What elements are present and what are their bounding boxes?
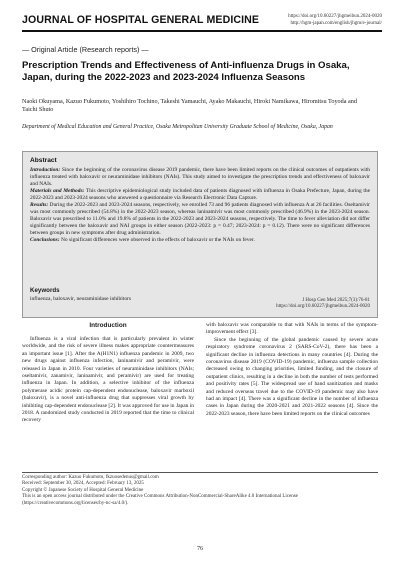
abstract-methods-text: This descriptive epidemiological study included data of patients diagnosed with influenza in Osaka Prefecture, Japan, during the 2022-2023 and 2023-2024 seasons who answered a questionnaire via Research Electronic Data Capture. bbox=[30, 188, 371, 201]
abstract-intro-text: Since the beginning of the coronavirus disease 2019 pandemic, there have been limited reports on the clinical outcomes of outpatients with influenza treated with baloxavir or neuraminidase inhibitors (NAIs). This study aimed to investigate the prescription trends and effectiveness of baloxavir and NAIs. bbox=[30, 167, 370, 187]
abstract-introduction bbox=[30, 167, 370, 188]
abstract-heading: Abstract bbox=[30, 157, 57, 164]
abstract-results-label: Results: bbox=[30, 202, 49, 208]
page-number: 76 bbox=[197, 546, 203, 552]
abstract-text bbox=[30, 167, 370, 244]
body-column-right bbox=[206, 322, 378, 418]
body-paragraph: Since the beginning of the global pandemic caused by severe acute respiratory syndrome coronavirus 2 (SARS-CoV-2), there has been a significant decline in influenza detections in many countries [4]. During the coronavirus disease 2019 (COVID-19) pandemic, influenza sample collection decreased owing to changing priorities, limited funding, and the closure of outpatient clinics, resulting in a decline in both the number of tests performed and positivity rates [5]. The widespread use of hand sanitization and masks and reduced overseas travel due to the COVID-19 pandemic may also have had an impact [4]. There was a significant decline in the number of influenza cases in Japan during the 2020-2021 and 2021-2022 seasons [4]. Since the 2022-2023 season, there have been limited reports on the clinical outcomes bbox=[206, 336, 378, 417]
journal-url[interactable]: http://hgm-japan.com/english/jhgm/e-journal/ bbox=[290, 20, 382, 26]
abstract-methods bbox=[30, 188, 370, 202]
license-statement: This is an open access journal distributed under the Creative Commons Attribution-NonCommercial-ShareAlike 4.0 International License (https://creativecommons.org/licenses/by-nc-sa/4.0/). bbox=[22, 494, 298, 506]
author-affiliation: Department of Medical Education and General Practice, Osaka Metropolitan University Graduate School of Medicine, Osaka, Japan bbox=[22, 124, 333, 130]
introduction-heading: Introduction bbox=[89, 322, 127, 329]
abstract-results bbox=[30, 202, 370, 237]
abstract-methods-label: Materials and Methods: bbox=[30, 188, 85, 194]
body-column-left bbox=[22, 336, 194, 425]
footer-rule bbox=[22, 472, 378, 473]
citation-info bbox=[276, 298, 370, 311]
body-paragraph: Influenza is a viral infection that is particularly prevalent in winter worldwide, and the risk of severe illness makes appropriate countermeasures an important issue [1]. After the A(H1N1) influenza pandemic in 2009, two new drugs against influenza infection, laninamivir and peramivir, were released in Japan in 2010. Four varieties of neuraminidase inhibitors (NAIs; oseltamivir, zanamivir, laninamivir, and peramivir) are used for treating influenza in Japan. In addition, a selective inhibitor of the influenza polymerase acidic protein cap-dependent endonuclease, baloxavir marboxil (baloxavir), is a novel anti-influenza drug that suppresses viral growth by inhibiting cap-dependent endonuclease [2]. It was approved for use in Japan in 2018. A randomized study conducted in 2019 reported that the time to clinical recovery bbox=[22, 336, 194, 424]
citation-doi-link[interactable]: https://doi.org/10.60227/jhgmeibun.2024-0020 bbox=[276, 304, 370, 310]
keywords-heading: Keywords bbox=[30, 287, 60, 294]
citation-reference: J Hosp Gen Med 2025;7(3):76-81 bbox=[302, 298, 370, 303]
doi-link[interactable]: https://doi.org/10.60227/jhgmeibun.2024-0020 bbox=[288, 14, 382, 19]
article-type-label: — Original Article (Research reports) — bbox=[22, 45, 149, 54]
abstract-intro-label: Introduction: bbox=[30, 167, 61, 173]
corresponding-author: Corresponding author: Kazuo Fukumoto, fkzuosedenus@gmail.com bbox=[22, 475, 159, 480]
copyright-line: Copyright © Japanese Society of Hospital General Medicine bbox=[22, 487, 144, 493]
abstract-conclusions-label: Conclusions: bbox=[30, 237, 60, 243]
abstract-results-text: During the 2022-2023 and 2023-2024 seasons, respectively, we enrolled 73 and 96 patients diagnosed with influenza A at 26 facilities. Oseltamivir was most commonly prescribed (54.8%) in the 2022-2023 season, whereas laninamivir was most commonly prescribed (46.9%) in the 2023-2024 season. Baloxavir was prescribed to 11.0% and 19.8% of patients in the 2022-2023 and 2023-2024 seasons, respectively. The time to fever alleviation did not differ significantly between the baloxavir and NAI groups in either season (2022-2023: p = 0.47; 2023-2024: p = 0.12). There were no significant differences between groups in new symptoms after drug administration. bbox=[30, 202, 370, 236]
received-dates: Received: September 30, 2024, Accepted: February 13, 2025 bbox=[22, 481, 144, 487]
author-list: Naoki Okuyama, Kazuo Fukumoto, Yoshihiro Tochino, Takeshi Yamauchi, Ayako Makauchi, Hiroki Namikawa, Hiromitsu Toyoda and Taichi Shuto bbox=[22, 98, 357, 114]
journal-name: JOURNAL OF HOSPITAL GENERAL MEDICINE bbox=[22, 14, 260, 26]
header-rule bbox=[22, 30, 382, 32]
journal-doi-header bbox=[288, 14, 382, 27]
body-paragraph: with baloxavir was comparable to that with NAIs in terms of the symptom-improvement effect [3]. bbox=[206, 322, 378, 336]
abstract-conclusions bbox=[30, 237, 370, 244]
footnote-block bbox=[22, 475, 378, 507]
keywords-list: influenza, baloxavir, neuraminidase inhibitors bbox=[30, 296, 132, 302]
article-title: Prescription Trends and Effectiveness of Anti-influenza Drugs in Osaka, Japan, during the 2022-2023 and 2023-2024 Influenza Seasons bbox=[22, 60, 350, 83]
abstract-conclusions-text: No significant differences were observed in the effects of baloxavir or the NAIs on fever. bbox=[59, 237, 255, 243]
